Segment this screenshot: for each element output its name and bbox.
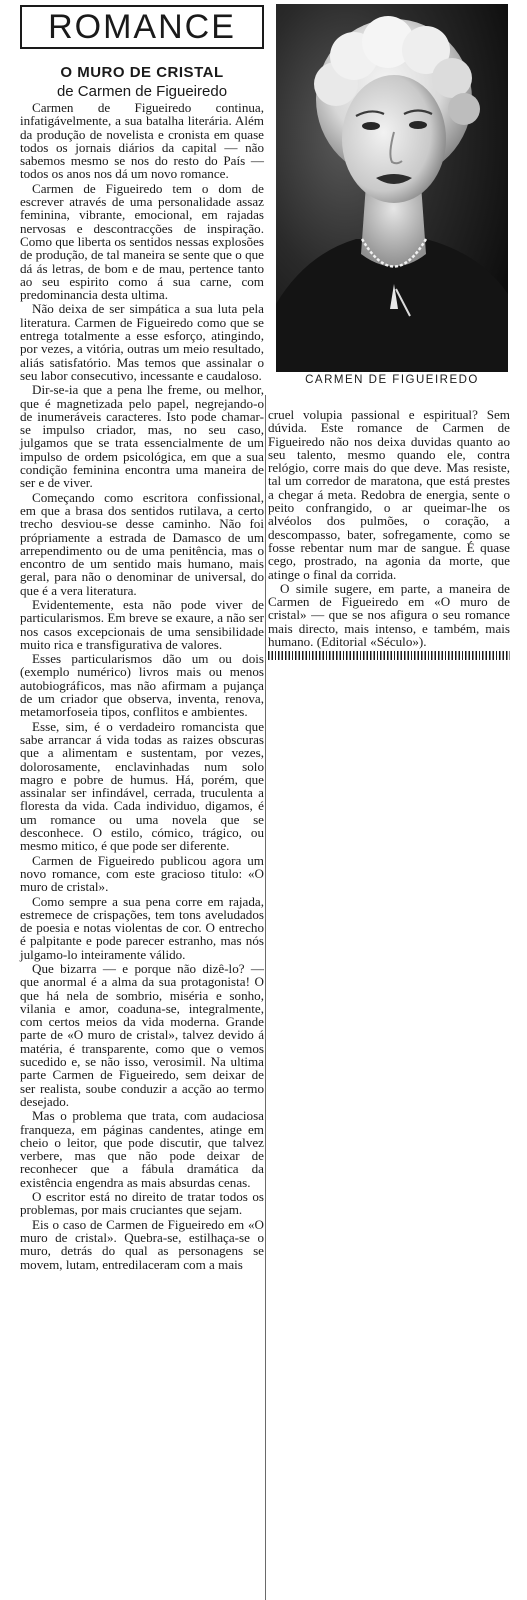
end-of-article-rule xyxy=(268,651,510,660)
article-paragraph: Que bizarra — e porque não dizê-lo? — que anormal é a alma da sua protagonista! O que há nela de sombrio, miséria e sonho, vilania e amor, coaduna-se, integralmente, com certos meios da vida moderna. Grande parte de «O muro de cristal», talvez devido á matéria, é transparente, como que o vemos sucedido e, se não isso, verosimil. Na ultima parte Carmen de Figueiredo, sem deixar de ser realista, soube conduzir a acção ao termo desejado. xyxy=(20,961,264,1109)
article-paragraph: Não deixa de ser simpática a sua luta pela literatura. Carmen de Figueiredo como que se entrega totalmente a esse esforço, atingindo, por vezes, a vitória, outras um meio resultado, aliás satisfatório. Mas temos que assinalar o seu labor consecutivo, incessante e caudaloso. xyxy=(20,301,264,383)
article-paragraph: Mas o problema que trata, com audaciosa franqueza, em páginas candentes, atinge em cheio o leitor, que pode discutir, que talvez verbere, mas que não pode deixar de reconhecer que a fábula dramática da existência engendra as mais absurdas cenas. xyxy=(20,1108,264,1190)
article-paragraph: Carmen de Figueiredo tem o dom de escrever através de uma personalidade assaz feminina, vibrante, emocional, em rajadas nervosas e descontracções de inspiração. Como que liberta os sentidos nessas explosões de produção, de tal maneira se sente que o que dá ás letras, de bom e de mau, pertence tanto ao seu espirito como á sua carne, com predominancia desta ultima. xyxy=(20,180,264,303)
article-paragraph: Carmen de Figueiredo continua, infatigávelmente, a sua batalha literária. Além da produção de novelista e cronista em quase todos os jornais diários da capital — não sabemos mesmo se nos do resto do País — todos os anos nos dá um novo romance. xyxy=(20,100,264,182)
portrait-image xyxy=(276,4,508,372)
article-paragraph: Esse, sim, é o verdadeiro romancista que sabe arrancar á vida todas as raizes obscuras que a alimentam e sustentam, por vezes, dolorosamente, enclavinhadas num solo magro e pobre de humus. Há, porém, que assinalar ser infindável, cerrada, truculenta a floresta da vida. Cada individuo, digamos, é um romance ou uma novela que se desconhece. O estilo, cómico, trágico, ou mesmo mitico, é que pode ser diferente. xyxy=(20,718,264,854)
author-portrait-photo xyxy=(276,4,508,372)
article-byline: de Carmen de Figueiredo xyxy=(56,83,228,100)
article-column-right xyxy=(268,408,510,648)
article-column-left xyxy=(20,101,264,1271)
section-title: ROMANCE xyxy=(48,8,236,46)
article-paragraph: cruel volupia passional e espiritual? Sem dúvida. Este romance de Carmen de Figueiredo não nos deixa duvidas quanto ao seu talento, mesmo quando ele, contra relógio, corre mais do que deve. Mas resiste, tal um corredor de maratona, que está prestes a chegar á meta. Redobra de energia, sente o peito confrangido, o ar queimar-lhe os alvéolos dos pulmões, o coração, a descompasso, bater, sofregamente, como se fosse rebentar num mar de sangue. É quase cego, prostrado, na agonia da morte, que atinge o final da corrida. xyxy=(268,407,510,582)
article-paragraph: O escritor está no direito de tratar todos os problemas, por mais cruciantes que sejam. xyxy=(20,1189,264,1218)
article-paragraph: Carmen de Figueiredo publicou agora um novo romance, com este gracioso titulo: «O muro de cristal». xyxy=(20,852,264,895)
article-paragraph: Dir-se-ia que a pena lhe freme, ou melhor, que é magnetizada pelo papel, negrejando-o de inumeráveis caracteres. Isto pode chamar-se impulso criador, mas, no seu caso, julgamos que se trata essencialmente de um impulso de ordem psicológica, em que a sua condição feminina encontra uma maneira de ser e de viver. xyxy=(20,382,264,491)
article-paragraph: Evidentemente, esta não pode viver de particularismos. Em breve se exaure, a não ser nos casos excepcionais de uma sensibilidade muito rica e transfigurativa de valores. xyxy=(20,596,264,652)
photo-caption: CARMEN DE FIGUEIREDO xyxy=(305,374,479,386)
article-headline: O MURO DE CRISTAL xyxy=(60,64,224,81)
article-paragraph: Como sempre a sua pena corre em rajada, estremece de crispações, tem tons aveludados de poesia e notas violentas de cor. O entrecho é palpitante e pode parecer estranho, mas nós julgamo-lo inteiramente válido. xyxy=(20,893,264,962)
section-header-box xyxy=(20,5,264,49)
article-paragraph: Começando como escritora confissional, em que a brasa dos sentidos rutilava, a certo trecho desviou-se desse caminho. Não foi própriamente a estrada de Damasco de um arrependimento ou de uma penitência, mas o encontro de um sentido mais humano, mais geral, para não o denominar de universal, do que é a vera literatura. xyxy=(20,489,264,598)
column-divider xyxy=(265,395,266,1600)
article-paragraph: Eis o caso de Carmen de Figueiredo em «O muro de cristal». Quebra-se, estilhaça-se o muro, detrás do qual as personagens se movem, lutam, entredilaceram com a mais xyxy=(20,1216,264,1272)
article-paragraph: O simile sugere, em parte, a maneira de Carmen de Figueiredo em «O muro de cristal» — que se nos afigura o seu romance mais directo, mais intenso, e também, mais humano. (Editorial «Século»). xyxy=(268,580,510,650)
article-paragraph: Esses particularismos dão um ou dois (exemplo numérico) livros mais ou menos autobiográficos, mas não afirmam a pujança de um criador que observa, inventa, renova, metamorfoseia tipos, conflitos e ambientes. xyxy=(20,651,264,720)
